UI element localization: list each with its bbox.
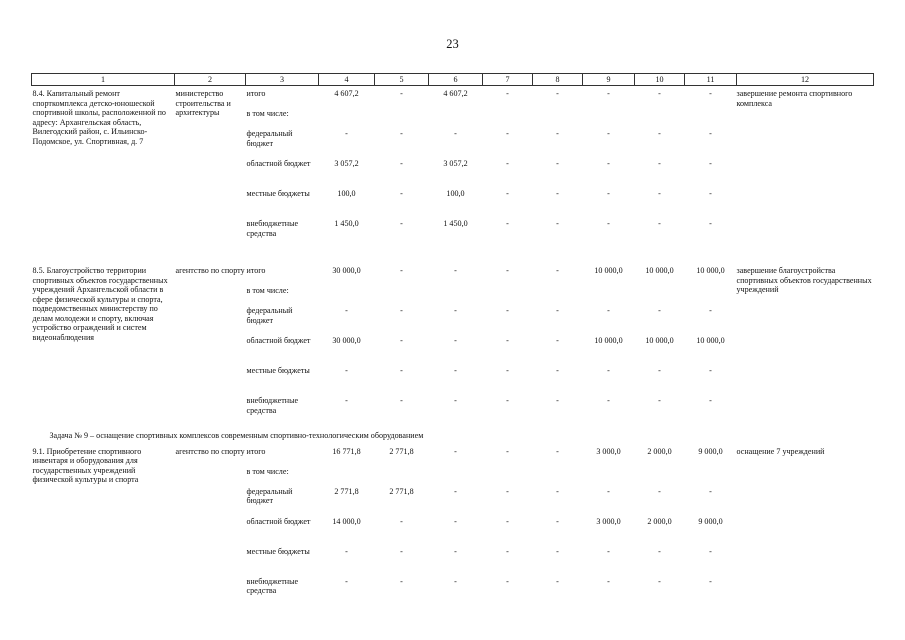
value-cell: - xyxy=(400,219,403,228)
value-cell: 3 057,2 xyxy=(443,159,468,168)
page-number: 23 xyxy=(446,37,459,51)
column-header: 11 xyxy=(685,74,737,86)
value-cell: 10 000,0 xyxy=(594,266,623,275)
funding-label: итого xyxy=(246,89,266,98)
value-cell: - xyxy=(658,576,661,586)
value-cell: - xyxy=(556,446,559,456)
budget-table xyxy=(31,73,874,607)
value-cell: - xyxy=(506,89,509,98)
value-cell: - xyxy=(658,306,661,315)
task-heading-row xyxy=(32,426,874,447)
funding-label: местные бюджеты xyxy=(246,189,310,198)
project-executor: агентство по спорту xyxy=(175,266,245,275)
value-cell: - xyxy=(607,306,610,315)
funding-label: в том числе: xyxy=(246,286,289,295)
value-cell: - xyxy=(658,546,661,556)
value-cell: - xyxy=(506,189,509,198)
project-result: завершение ремонта спортивного комплекса xyxy=(736,89,853,108)
value-cell: - xyxy=(658,219,661,228)
value-cell: - xyxy=(709,576,712,586)
header-row xyxy=(32,74,874,86)
value-cell: - xyxy=(400,266,403,275)
table-row xyxy=(32,86,874,110)
value-cell: - xyxy=(506,446,509,456)
value-cell: - xyxy=(506,516,509,526)
value-cell: - xyxy=(400,336,403,345)
project-name: 8.5. Благоустройство территории спортивных объектов государственных учреждений Архангельской области в сфере физической культуры и спорта, подведомственных министерству по делам молодежи и спорту, включая устройство ограждений и систем видеонаблюдения xyxy=(32,266,168,342)
value-cell: - xyxy=(556,546,559,556)
value-cell: - xyxy=(506,219,509,228)
value-cell: 9 000,0 xyxy=(698,516,723,526)
value-cell: - xyxy=(400,189,403,198)
column-header: 6 xyxy=(429,74,483,86)
funding-label: итого xyxy=(246,446,266,456)
funding-label: областной бюджет xyxy=(246,516,311,526)
value-cell: 10 000,0 xyxy=(696,266,725,275)
project-result: оснащение 7 учреждений xyxy=(736,446,825,456)
value-cell: 10 000,0 xyxy=(696,336,725,345)
value-cell: - xyxy=(506,336,509,345)
value-cell: - xyxy=(658,396,661,405)
value-cell: 9 000,0 xyxy=(698,446,723,456)
value-cell: 4 607,2 xyxy=(443,89,468,98)
column-header: 5 xyxy=(375,74,429,86)
value-cell: - xyxy=(607,576,610,586)
value-cell: - xyxy=(556,516,559,526)
value-cell: - xyxy=(400,576,403,586)
funding-label: местные бюджеты xyxy=(246,546,310,556)
value-cell: - xyxy=(556,266,559,275)
funding-label: областной бюджет xyxy=(246,159,311,168)
column-header: 4 xyxy=(319,74,375,86)
value-cell: - xyxy=(556,336,559,345)
column-header: 1 xyxy=(32,74,175,86)
funding-label: в том числе: xyxy=(246,109,289,118)
value-cell: - xyxy=(506,396,509,405)
value-cell: - xyxy=(400,516,403,526)
value-cell: - xyxy=(506,546,509,556)
value-cell: - xyxy=(607,189,610,198)
value-cell: - xyxy=(400,89,403,98)
value-cell: - xyxy=(709,366,712,375)
value-cell: - xyxy=(709,159,712,168)
funding-label: в том числе: xyxy=(246,466,289,476)
value-cell: - xyxy=(658,366,661,375)
value-cell: 30 000,0 xyxy=(332,266,361,275)
value-cell: - xyxy=(658,129,661,138)
funding-label: внебюджетные средства xyxy=(246,396,299,415)
table-row xyxy=(32,447,874,467)
value-cell: - xyxy=(454,366,457,375)
value-cell: 3 000,0 xyxy=(596,516,621,526)
value-cell: - xyxy=(506,486,509,496)
value-cell: 10 000,0 xyxy=(594,336,623,345)
value-cell: - xyxy=(658,89,661,98)
value-cell: - xyxy=(454,266,457,275)
value-cell: - xyxy=(400,366,403,375)
value-cell: - xyxy=(454,516,457,526)
column-header: 9 xyxy=(583,74,635,86)
value-cell: - xyxy=(709,546,712,556)
value-cell: 2 771,8 xyxy=(389,446,414,456)
value-cell: - xyxy=(345,576,348,586)
value-cell: - xyxy=(506,129,509,138)
value-cell: - xyxy=(607,366,610,375)
value-cell: - xyxy=(709,219,712,228)
value-cell: - xyxy=(556,486,559,496)
value-cell: 30 000,0 xyxy=(332,336,361,345)
value-cell: - xyxy=(454,546,457,556)
value-cell: - xyxy=(454,576,457,586)
value-cell: - xyxy=(400,306,403,315)
value-cell: - xyxy=(400,129,403,138)
value-cell: - xyxy=(454,486,457,496)
value-cell: - xyxy=(345,306,348,315)
column-header: 12 xyxy=(737,74,874,86)
value-cell: - xyxy=(556,89,559,98)
funding-label: внебюджетные средства xyxy=(246,219,299,238)
value-cell: 1 450,0 xyxy=(334,219,359,228)
value-cell: - xyxy=(658,486,661,496)
value-cell: - xyxy=(345,396,348,405)
value-cell: - xyxy=(400,159,403,168)
value-cell: - xyxy=(506,306,509,315)
value-cell: 100,0 xyxy=(446,189,465,198)
value-cell: - xyxy=(658,189,661,198)
value-cell: 3 000,0 xyxy=(596,446,621,456)
project-result: завершение благоустройства спортивных объектов государственных учреждений xyxy=(736,266,872,295)
value-cell: - xyxy=(506,366,509,375)
value-cell: 14 000,0 xyxy=(332,516,361,526)
funding-label: местные бюджеты xyxy=(246,366,310,375)
funding-label: итого xyxy=(246,266,266,275)
value-cell: - xyxy=(400,546,403,556)
value-cell: - xyxy=(556,189,559,198)
value-cell: - xyxy=(709,396,712,405)
value-cell: - xyxy=(454,396,457,405)
funding-label: федеральный бюджет xyxy=(246,486,293,506)
value-cell: - xyxy=(607,219,610,228)
funding-label: внебюджетные средства xyxy=(246,576,299,596)
value-cell: - xyxy=(506,159,509,168)
project-name: 8.4. Капитальный ремонт спорткомплекса детско-юношеской спортивной школы, расположенной по адресу: Архангельская область, Вилегодский район, с. Ильинско-Подомское, ул. Спортивная, д. 7 xyxy=(32,89,166,146)
value-cell: - xyxy=(709,89,712,98)
value-cell: - xyxy=(454,446,457,456)
value-cell: - xyxy=(709,486,712,496)
value-cell: - xyxy=(607,486,610,496)
column-header: 7 xyxy=(483,74,533,86)
value-cell: - xyxy=(556,306,559,315)
value-cell: - xyxy=(658,159,661,168)
funding-label: федеральный бюджет xyxy=(246,306,293,325)
value-cell: - xyxy=(556,396,559,405)
value-cell: 3 057,2 xyxy=(334,159,359,168)
value-cell: - xyxy=(709,189,712,198)
project-name: 9.1. Приобретение спортивного инвентаря и оборудования для государственных учреждений физической культуры и спорта xyxy=(32,446,142,485)
value-cell: - xyxy=(556,129,559,138)
value-cell: 2 000,0 xyxy=(647,446,672,456)
funding-label: областной бюджет xyxy=(246,336,311,345)
value-cell: - xyxy=(607,129,610,138)
value-cell: - xyxy=(345,366,348,375)
value-cell: 2 000,0 xyxy=(647,516,672,526)
value-cell: - xyxy=(607,546,610,556)
value-cell: 10 000,0 xyxy=(645,336,674,345)
value-cell: - xyxy=(454,336,457,345)
value-cell: - xyxy=(556,159,559,168)
value-cell: - xyxy=(345,129,348,138)
value-cell: - xyxy=(506,266,509,275)
value-cell: - xyxy=(709,306,712,315)
value-cell: - xyxy=(607,159,610,168)
column-header: 10 xyxy=(635,74,685,86)
project-executor: агентство по спорту xyxy=(175,446,245,456)
funding-label: федеральный бюджет xyxy=(246,129,293,148)
value-cell: - xyxy=(454,306,457,315)
value-cell: 10 000,0 xyxy=(645,266,674,275)
value-cell: 2 771,8 xyxy=(334,486,359,496)
value-cell: 16 771,8 xyxy=(332,446,361,456)
value-cell: - xyxy=(556,576,559,586)
value-cell: 1 450,0 xyxy=(443,219,468,228)
table-row xyxy=(32,266,874,286)
value-cell: - xyxy=(556,366,559,375)
value-cell: 4 607,2 xyxy=(334,89,359,98)
value-cell: - xyxy=(345,546,348,556)
task-heading: Задача № 9 – оснащение спортивных комплексов современным спортивно-технологическим оборудованием xyxy=(49,431,424,440)
column-header: 2 xyxy=(175,74,246,86)
value-cell: - xyxy=(454,129,457,138)
value-cell: - xyxy=(506,576,509,586)
value-cell: - xyxy=(607,89,610,98)
value-cell: - xyxy=(400,396,403,405)
value-cell: 2 771,8 xyxy=(389,486,414,496)
value-cell: - xyxy=(709,129,712,138)
column-header: 8 xyxy=(533,74,583,86)
value-cell: - xyxy=(556,219,559,228)
project-executor: министерство строительства и архитектуры xyxy=(175,89,231,118)
value-cell: - xyxy=(607,396,610,405)
column-header: 3 xyxy=(246,74,319,86)
value-cell: 100,0 xyxy=(337,189,356,198)
